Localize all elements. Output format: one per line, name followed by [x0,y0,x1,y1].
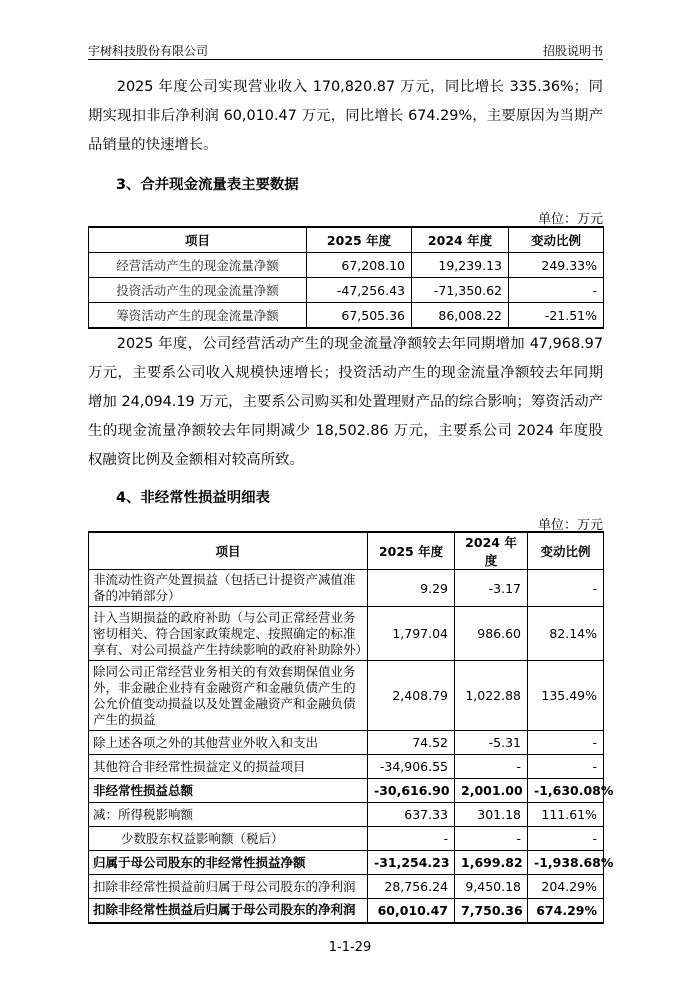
cell-2025: 9.29 [368,570,455,607]
paragraph-revenue: 2025 年度公司实现营业收入 170,820.87 万元，同比增长 335.36%；同期实现扣非后净利润 60,010.47 万元，同比增长 674.29%，主要原因为当期产品销量的快速增长。 [88,79,603,153]
cell-2025: 67,505.36 [307,303,412,329]
section4-title: 4、非经常性损益明细表 [116,490,270,506]
cell-change: -1,630.08% [528,779,604,803]
column-header: 变动比例 [509,227,604,253]
cell-2024: 7,750.36 [455,899,528,923]
column-header: 2025 年度 [307,227,412,253]
column-header: 2024 年度 [412,227,509,253]
cell-change: - [528,755,604,779]
table-header-row [89,532,604,570]
table-row [89,875,604,899]
column-header: 项目 [89,227,307,253]
cell-2025: -31,254.23 [368,851,455,875]
cell-change: - [509,278,604,303]
row-label: 扣除非经常性损益后归属于母公司股东的净利润 [89,899,368,923]
section4-unit: 单位：万元 [537,518,603,533]
row-label: 投资活动产生的现金流量净额 [89,278,307,303]
table-row [89,661,604,731]
cell-2025: 74.52 [368,731,455,755]
cell-2024: 1,022.88 [455,661,528,731]
cell-2025: 1,797.04 [368,607,455,661]
cell-2024: - [455,827,528,851]
cell-2024: 86,008.22 [412,303,509,329]
cell-change: 204.29% [528,875,604,899]
row-label: 经营活动产生的现金流量净额 [89,253,307,278]
header-company: 宇树科技股份有限公司 [88,44,209,58]
cell-2025: 2,408.79 [368,661,455,731]
row-label: 少数股东权益影响额（税后） [89,827,368,851]
cell-change: 135.49% [528,661,604,731]
cell-2025: 67,208.10 [307,253,412,278]
section3-unit: 单位：万元 [537,212,603,227]
row-label: 扣除非经常性损益前归属于母公司股东的净利润 [89,875,368,899]
cell-2024: 2,001.00 [455,779,528,803]
column-header: 2024 年度 [455,532,528,570]
table-row [89,278,604,303]
cell-2024: 1,699.82 [455,851,528,875]
cell-2024: -3.17 [455,570,528,607]
page-number: 1-1-29 [328,940,372,955]
row-label: 除同公司正常经营业务相关的有效套期保值业务外，非金融企业持有金融资产和金融负债产生的公允价值变动损益以及处置金融资产和金融负债产生的损益 [89,661,368,731]
cell-2024: 19,239.13 [412,253,509,278]
page-header [88,40,603,60]
row-label: 除上述各项之外的其他营业外收入和支出 [89,731,368,755]
paragraph-cashflow: 2025 年度，公司经营活动产生的现金流量净额较去年同期增加 47,968.97 万元，主要系公司收入规模快速增长；投资活动产生的现金流量净额较去年同期增加 24,094.19 万元，主要系公司购买和处置理财产品的综合影响；筹资活动产生的现金流量净额较去年同期减少 18,502.86 万元，主要系公司 2024 年度股权融资比例及金额相对较高所致。 [88,336,603,468]
row-label: 归属于母公司股东的非经常性损益净额 [89,851,368,875]
cell-change: -1,938.68% [528,851,604,875]
table-row-total [89,899,604,923]
cell-change: - [528,570,604,607]
table-row [89,803,604,827]
table-header-row [89,227,604,253]
cell-2025: 28,756.24 [368,875,455,899]
cell-2025: 60,010.47 [368,899,455,923]
cell-change: 249.33% [509,253,604,278]
cashflow-table [88,226,604,329]
cell-2024: 9,450.18 [455,875,528,899]
table-row [89,755,604,779]
header-doc-title: 招股说明书 [542,44,603,58]
row-label: 减：所得税影响额 [89,803,368,827]
non-recurring-table [88,531,614,924]
row-label: 其他符合非经常性损益定义的损益项目 [89,755,368,779]
table-row-total [89,779,604,803]
cell-2025: -34,906.55 [368,755,455,779]
cell-change: 674.29% [528,899,604,923]
cell-2025: 637.33 [368,803,455,827]
table-row [89,827,604,851]
table-row [89,303,604,329]
table-row [89,570,604,607]
cell-change: 82.14% [528,607,604,661]
table-row [89,607,604,661]
column-header: 变动比例 [528,532,604,570]
row-label: 筹资活动产生的现金流量净额 [89,303,307,329]
cell-2025: - [368,827,455,851]
section3-title: 3、合并现金流量表主要数据 [116,177,299,193]
row-label: 计入当期损益的政府补助（与公司正常经营业务密切相关、符合国家政策规定、按照确定的标准享有、对公司损益产生持续影响的政府补助除外） [89,607,368,661]
cell-2024: -71,350.62 [412,278,509,303]
cell-2025: -30,616.90 [368,779,455,803]
table-row-total [89,851,604,875]
cell-change: - [528,731,604,755]
cell-2024: - [455,755,528,779]
cell-2024: 986.60 [455,607,528,661]
column-header: 2025 年度 [368,532,455,570]
header-rule [88,59,603,60]
row-label: 非经常性损益总额 [89,779,368,803]
cell-2024: 301.18 [455,803,528,827]
cell-2025: -47,256.43 [307,278,412,303]
cell-change: - [528,827,604,851]
table-row [89,253,604,278]
cell-2024: -5.31 [455,731,528,755]
column-header: 项目 [89,532,368,570]
cell-change: -21.51% [509,303,604,329]
table-row [89,731,604,755]
row-label: 非流动性资产处置损益（包括已计提资产减值准备的冲销部分） [89,570,368,607]
cell-change: 111.61% [528,803,604,827]
